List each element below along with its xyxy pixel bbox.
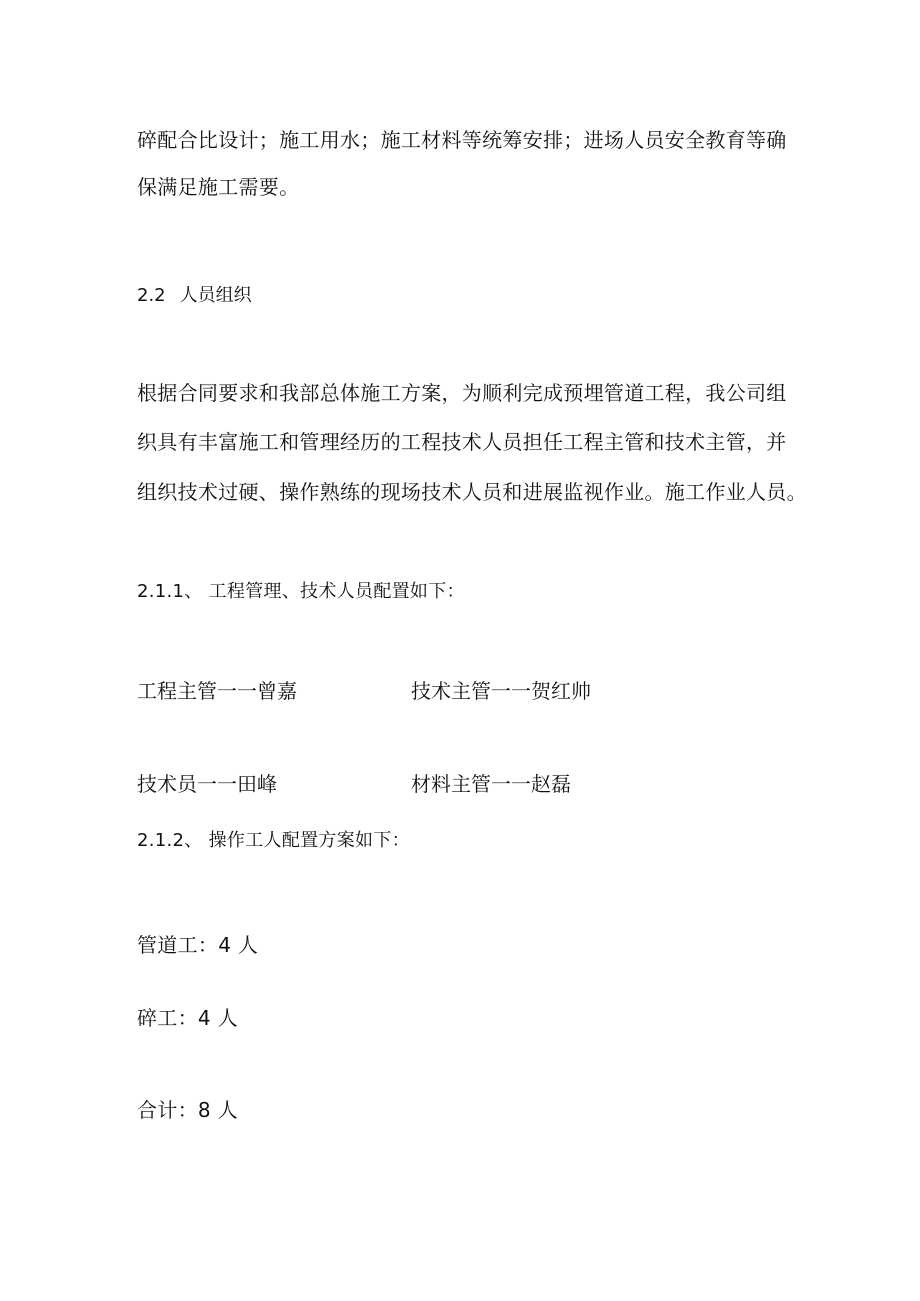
staff-row-1 (137, 678, 591, 704)
paragraph-line-1: 根据合同要求和我部总体施工方案，为顺利完成预埋管道工程，我公司组 (137, 381, 787, 405)
worker-concrete: 碎工：4 人 (137, 1006, 238, 1030)
intro-line-1: 碎配合比设计；施工用水；施工材料等统筹安排；进场人员安全教育等确 (137, 128, 787, 152)
section-number: 2.2 (137, 285, 166, 306)
worker-total: 合计：8 人 (137, 1098, 238, 1122)
staff-materials-manager: 材料主管一一赵磊 (411, 772, 571, 796)
staff-row-2 (137, 771, 571, 797)
subsection-heading-2-1-2: 2.1.2、 操作工人配置方案如下： (137, 830, 410, 851)
paragraph-line-3: 组织技术过硬、操作熟练的现场技术人员和进展监视作业。施工作业人员。 (137, 480, 807, 504)
paragraph-line-2: 织具有丰富施工和管理经历的工程技术人员担任工程主管和技术主管，并 (137, 430, 787, 454)
section-title: 人员组织 (179, 285, 252, 306)
staff-technical-manager: 技术主管一一贺红帅 (411, 679, 591, 703)
intro-line-2: 保满足施工需要。 (137, 175, 300, 199)
subsection-heading-2-1-1: 2.1.1、 工程管理、技术人员配置如下： (137, 581, 465, 602)
staff-technician: 技术员一一田峰 (137, 772, 277, 796)
staff-project-manager: 工程主管一一曾嘉 (137, 679, 297, 703)
section-heading-2-2 (137, 284, 252, 308)
worker-pipe: 管道工：4 人 (137, 933, 259, 957)
